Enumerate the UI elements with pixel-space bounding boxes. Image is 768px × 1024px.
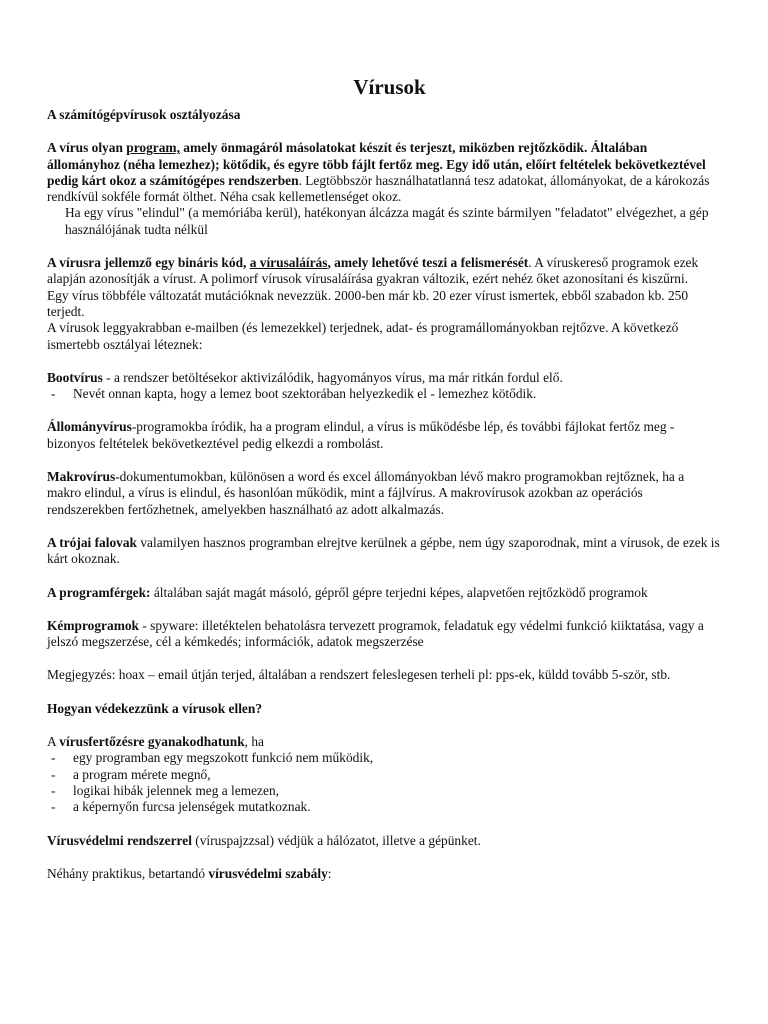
- paragraph-note-hoax: Megjegyzés: hoax – email útján terjed, általában a rendszert feleslegesen terheli pl: pps-ek, küldd tovább 5-ször, stb.: [47, 667, 671, 683]
- list-item: - egy programban egy megszokott funkció nem működik,: [51, 750, 374, 766]
- list-item: - Nevét onnan kapta, hogy a lemez boot szektorában helyezkedik el - lemezhez kötődik.: [51, 386, 537, 402]
- paragraph-file-virus: Állományvírus-programokba íródik, ha a program elindul, a vírus is működésbe lép, és további fájlokat fertőz meg - bizonyos feltételek bekövetkeztével pedig elkezdi a rombolást.: [47, 419, 675, 451]
- paragraph-worms: A programférgek: általában saját magát másoló, gépről gépre terjedni képes, alapvetően rejtőzködő programok: [47, 584, 648, 600]
- paragraph-spreading: A vírusok leggyakrabban e-mailben (és lemezekkel) terjednek, adat- és programállományokban rejtőzve. A következő ismertebb osztályai léteznek:: [47, 320, 679, 352]
- page-title: Vírusok: [353, 75, 426, 99]
- section-heading-classification: A számítógépvírusok osztályozása: [47, 107, 241, 122]
- paragraph-definition: A vírus olyan program, amely önmagáról másolatokat készít és terjeszt, miközben rejtőzködik. Általában állományhoz (néha lemezhez); kötődik, és egyre több fájlt fertőz meg. Egy idő után, előírt feltételek bekövetkeztével pedig kárt okoz a számítógépes rendszerben. Legtöbbször használhatatlanná tesz adatokat, állományokat, de a károkozás rendkívül sokféle formát ölthet. Néha csak kellemetlenséget okoz.: [47, 140, 710, 205]
- paragraph-mutations: Egy vírus többféle változatát mutációknak nevezzük. 2000-ben már kb. 20 ezer vírust ismertek, ebből szabadon kb. 250 terjedt.: [47, 287, 689, 319]
- paragraph-trojans: A trójai falovak valamilyen hasznos programban elrejtve kerülnek a gépbe, nem úgy szaporodnak, mint a vírusok, de ezek is kárt okoznak.: [47, 534, 720, 567]
- paragraph-macro-virus: Makrovírus-dokumentumokban, különösen a word és excel állományokban lévő makro programokban rejtőznek, ha a makro elindul, a vírus is elindul, és hasonlóan működik, mint a fájlvírus. A makrovírusok azokban az operációs rendszerekben fertőzhetnek, amelyekben használható az adott alkalmazás.: [47, 469, 685, 517]
- paragraph-bootvirus: Bootvírus - a rendszer betöltésekor aktivizálódik, hagyományos vírus, ma már ritkán fordul elő.: [47, 369, 563, 385]
- paragraph-definition-indent: Ha egy vírus "elindul" (a memóriába kerül), hatékonyan álcázza magát és szinte bármilyen "feladatot" elvégezhet, a gép használójának tudta nélkül: [65, 205, 709, 237]
- paragraph-signature: A vírusra jellemző egy bináris kód, a vírusaláírás, amely lehetővé teszi a felismerését. A víruskereső programok ezek alapján azonosítják a vírust. A polimorf vírusok vírusaláírása gyakran változik, ezért nehéz őket azonosítani és kiszűrni.: [47, 255, 699, 287]
- paragraph-spyware: Kémprogramok - spyware: illetéktelen behatolásra tervezett programok, feladatuk egy védelmi funkció kiiktatása, vagy a jelszó megszerzése, cél a kémkedés; információk, adatok megszerzése: [47, 617, 704, 650]
- list-item: - logikai hibák jelennek meg a lemezen,: [51, 782, 279, 798]
- paragraph-protection-system: Vírusvédelmi rendszerrel (víruspajzzsal) védjük a hálózatot, illetve a gépünket.: [47, 832, 481, 848]
- paragraph-suspect: A vírusfertőzésre gyanakodhatunk, ha: [47, 734, 264, 750]
- list-item: - a program mérete megnő,: [51, 766, 211, 782]
- paragraph-rules: Néhány praktikus, betartandó vírusvédelmi szabály:: [47, 865, 332, 881]
- section-heading-protection: Hogyan védekezzünk a vírusok ellen?: [47, 700, 263, 716]
- link-program: program,: [126, 140, 180, 156]
- list-item: - a képernyőn furcsa jelenségek mutatkoznak.: [51, 799, 311, 815]
